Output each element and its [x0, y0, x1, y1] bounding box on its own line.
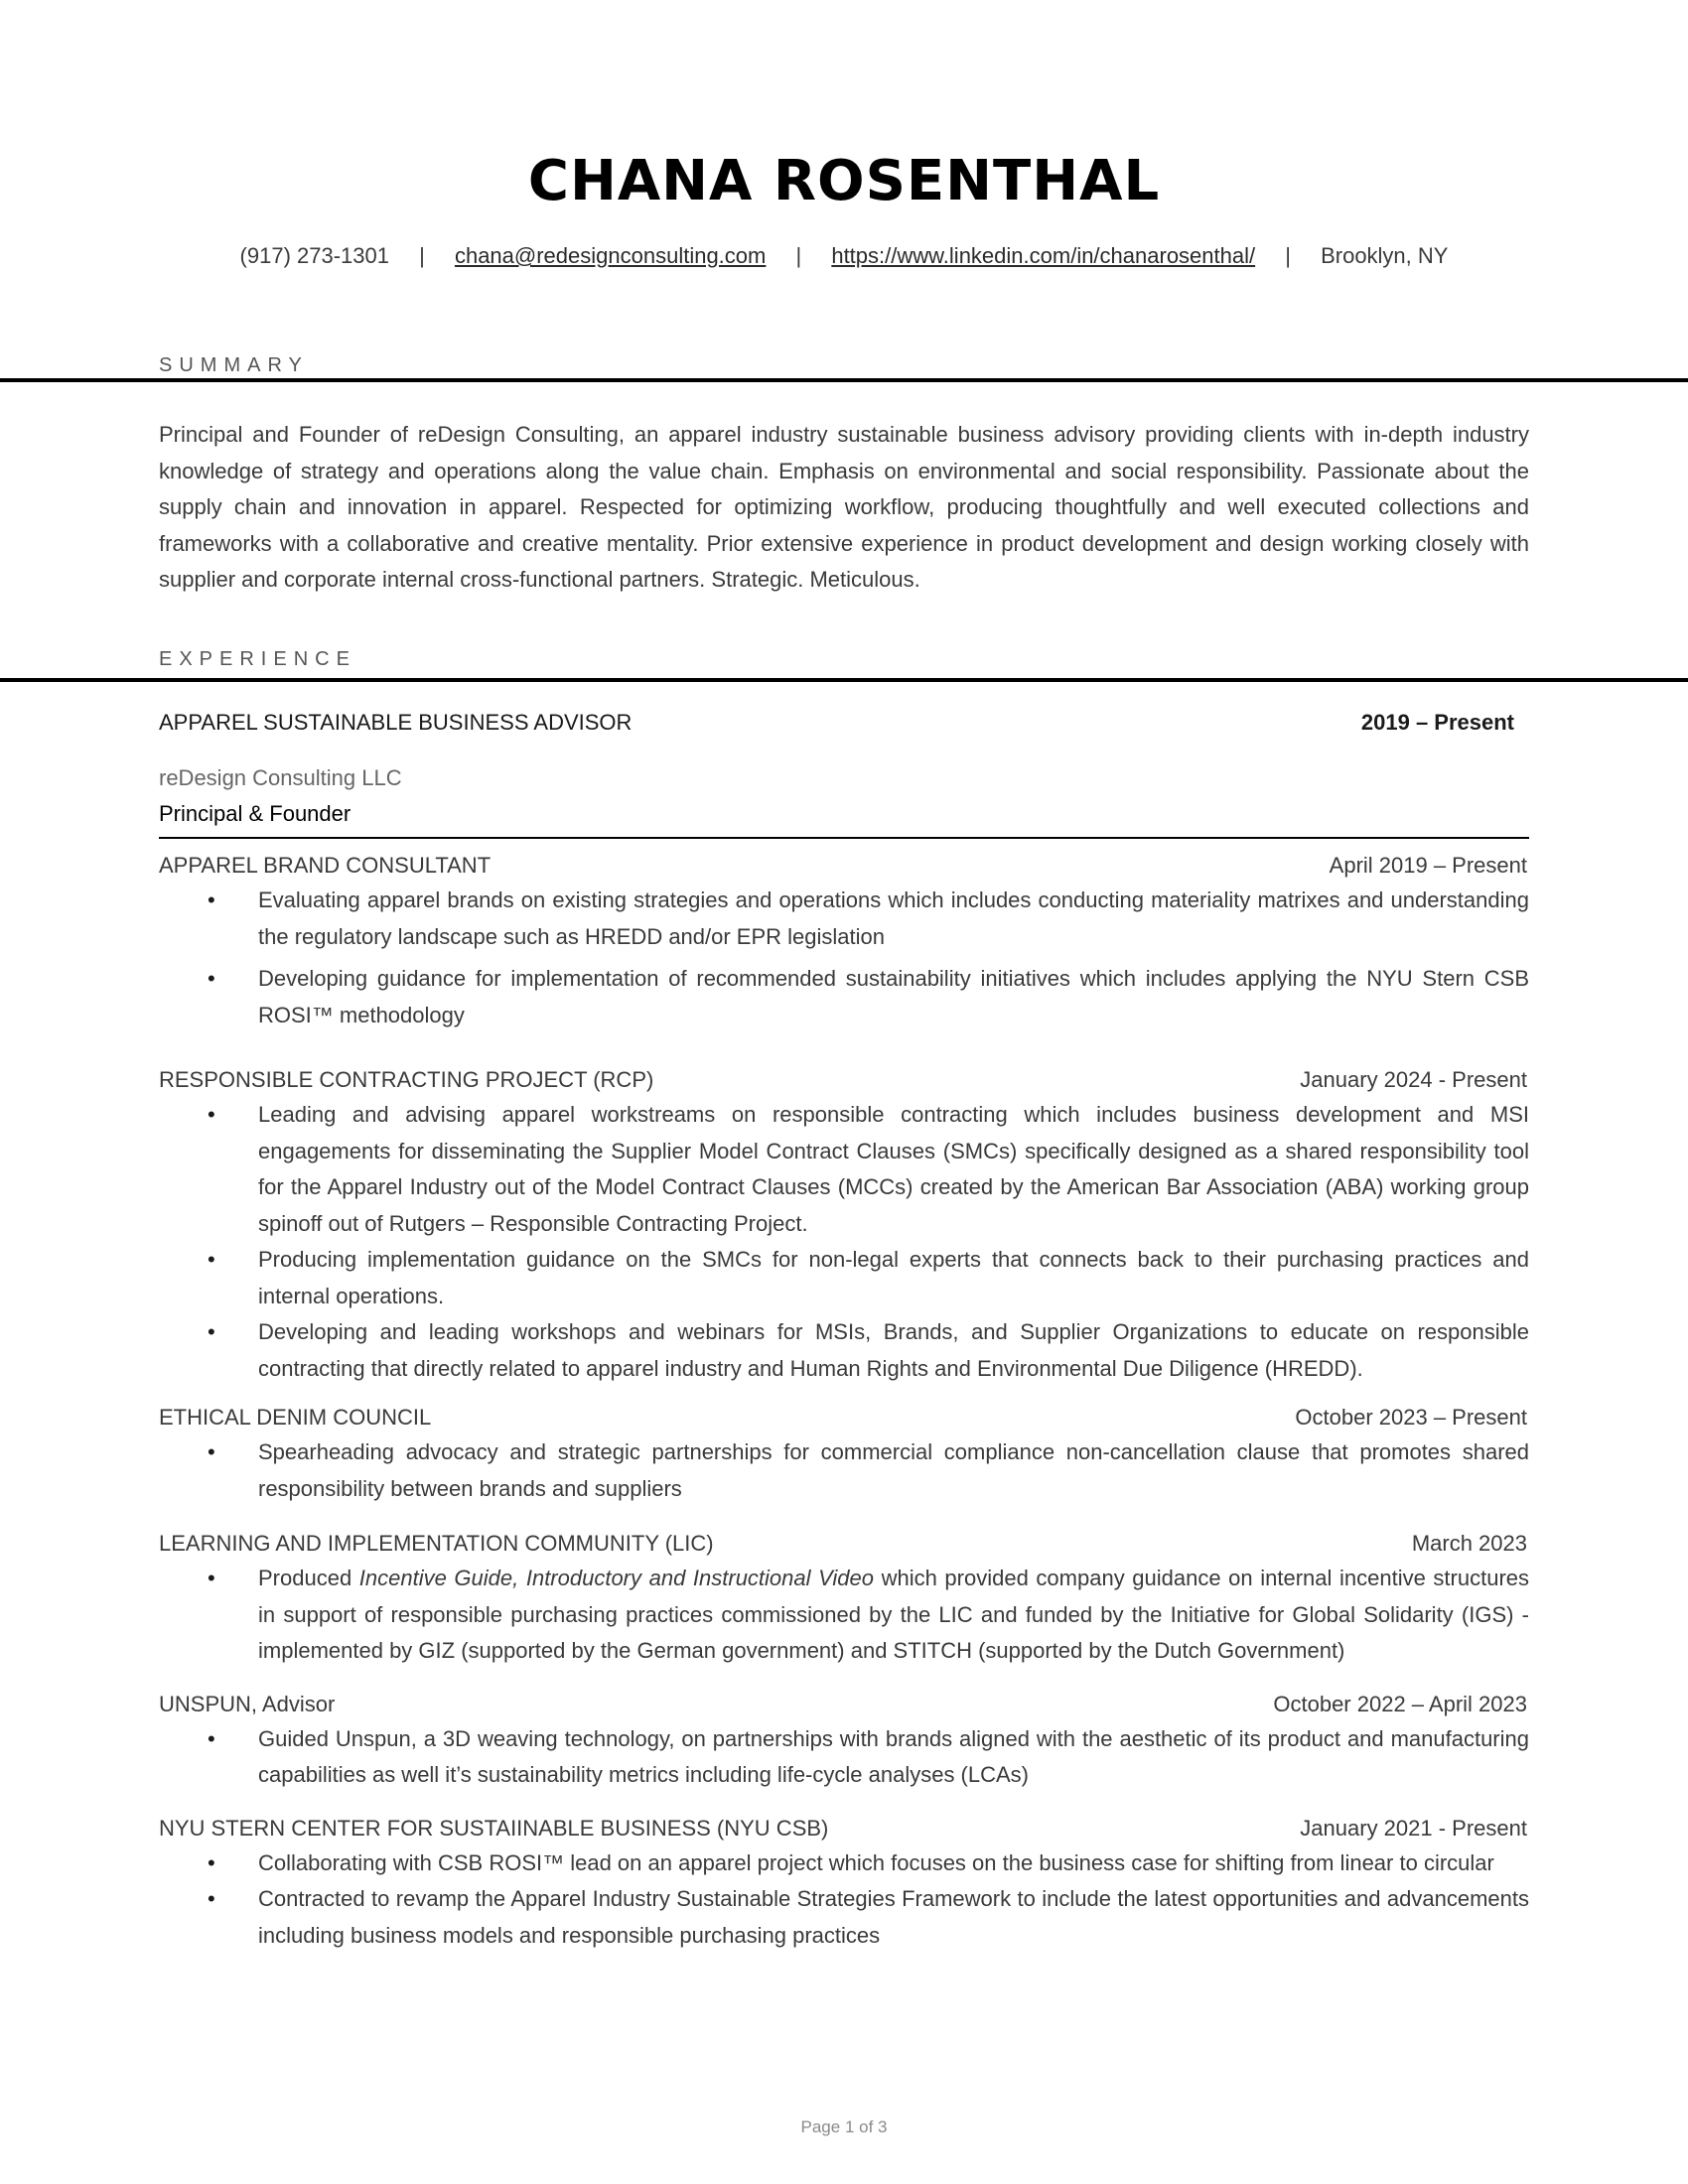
- bullet-item: • Collaborating with CSB ROSI™ lead on an apparel project which focuses on the business case for shifting from linear to circular: [258, 1845, 1529, 1882]
- position-dates: 2019 – Present: [1360, 710, 1514, 735]
- entry-header: [159, 1067, 1529, 1093]
- entry-title: UNSPUN, Advisor: [159, 1691, 336, 1716]
- entry-bullets: [159, 1434, 1529, 1507]
- position-title: APPAREL SUSTAINABLE BUSINESS ADVISOR: [159, 710, 633, 735]
- entry-bullets: [159, 1097, 1529, 1387]
- entry-header: [159, 853, 1529, 879]
- bullet-item: • Spearheading advocacy and strategic partnerships for commercial compliance non-cancellation clause that promotes shared responsibility between brands and suppliers: [258, 1434, 1529, 1507]
- entry-header: [159, 1816, 1529, 1842]
- entry-title: LEARNING AND IMPLEMENTATION COMMUNITY (LIC): [159, 1531, 714, 1556]
- entry-title: RESPONSIBLE CONTRACTING PROJECT (RCP): [159, 1067, 654, 1092]
- contact-line: [0, 243, 1688, 269]
- position-header: [159, 710, 1529, 736]
- entry-title: APPAREL BRAND CONSULTANT: [159, 853, 492, 878]
- bullet-item: • Guided Unspun, a 3D weaving technology, on partnerships with brands aligned with the aesthetic of its product and manufacturing capabilities as well it’s sustainability metrics including life-cycle analyses (LCAs): [258, 1721, 1529, 1794]
- bullet-item: [258, 1561, 1529, 1670]
- entry-dates: January 2021 - Present: [1300, 1815, 1527, 1841]
- bullet-text: which provided company guidance on internal incentive structures in support of responsible purchasing practices commissioned by the LIC and funded by the Initiative for Global Solidarity (IGS) - implemented by GIZ (supported by the German government) and STITCH (supported by the Dutch Government): [258, 1566, 1530, 1663]
- entry-dates: January 2024 - Present: [1300, 1067, 1527, 1092]
- entry-title: NYU STERN CENTER FOR SUSTAIINABLE BUSINESS (NYU CSB): [159, 1815, 829, 1841]
- linkedin-link[interactable]: https://www.linkedin.com/in/chanarosenthal/: [831, 243, 1256, 268]
- entry-dates: October 2023 – Present: [1295, 1405, 1527, 1430]
- bullet-text: Produced: [258, 1566, 359, 1590]
- summary-text: Principal and Founder of reDesign Consulting, an apparel industry sustainable business advisory providing clients with in-depth industry knowledge of strategy and operations along the value chain. Emphasis on environmental and social responsibility. Passionate about the supply chain and innovation in apparel. Respected for optimizing workflow, producing thoughtfully and well executed collections and frameworks with a collaborative and creative mentality. Prior extensive experience in product development and design working closely with supplier and corporate internal cross-functional partners. Strategic. Meticulous.: [159, 422, 1529, 592]
- entry-dates: October 2022 – April 2023: [1273, 1691, 1527, 1716]
- bullet-item: • Producing implementation guidance on the SMCs for non-legal experts that connects back to their purchasing practices and internal operations.: [258, 1242, 1529, 1314]
- entry-header: [159, 1405, 1529, 1431]
- summary-divider: [0, 378, 1688, 382]
- separator: |: [1285, 243, 1291, 268]
- entry-title: ETHICAL DENIM COUNCIL: [159, 1405, 432, 1430]
- experience-entry: [159, 1067, 1529, 1387]
- entry-bullets: [159, 1845, 1529, 1955]
- experience-heading: EXPERIENCE: [159, 648, 356, 670]
- entry-dates: March 2023: [1411, 1531, 1527, 1556]
- summary-heading: SUMMARY: [159, 354, 309, 376]
- experience-section: [159, 710, 1529, 1960]
- experience-entry: [159, 853, 1529, 1033]
- experience-entry: [159, 1405, 1529, 1507]
- entry-header: [159, 1692, 1529, 1717]
- email-link[interactable]: chana@redesignconsulting.com: [454, 243, 767, 268]
- bullet-item: • Leading and advising apparel workstreams on responsible contracting which includes business development and MSI engagements for disseminating the Supplier Model Contract Clauses (SMCs) specifically designed as a shared responsibility tool for the Apparel Industry out of the Model Contract Clauses (MCCs) created by the American Bar Association (ABA) working group spinoff out of Rutgers – Responsible Contracting Project.: [258, 1097, 1529, 1242]
- publication-title: Incentive Guide, Introductory and Instructional Video: [358, 1566, 874, 1590]
- bullet-item: • Developing and leading workshops and webinars for MSIs, Brands, and Supplier Organizations to educate on responsible contracting that directly related to apparel industry and Human Rights and Environmental Due Diligence (HREDD).: [258, 1314, 1529, 1387]
- entry-bullets: [159, 1721, 1529, 1794]
- company-name: reDesign Consulting LLC: [159, 765, 402, 790]
- entry-header: [159, 1531, 1529, 1557]
- bullet-item: • Evaluating apparel brands on existing strategies and operations which includes conducting materiality matrixes and understanding the regulatory landscape such as HREDD and/or EPR legislation: [258, 883, 1529, 955]
- experience-entry: [159, 1816, 1529, 1955]
- experience-entry: [159, 1692, 1529, 1794]
- experience-divider: [0, 678, 1688, 682]
- entry-bullets: [159, 1561, 1529, 1670]
- page-number: Page 1 of 3: [800, 2117, 888, 2136]
- candidate-name: CHANA ROSENTHAL: [527, 149, 1161, 213]
- role-divider: [159, 837, 1529, 839]
- bullet-item: • Contracted to revamp the Apparel Industry Sustainable Strategies Framework to include the latest opportunities and advancements including business models and responsible purchasing practices: [258, 1881, 1529, 1954]
- experience-entry: [159, 1531, 1529, 1670]
- bullet-item: • Developing guidance for implementation of recommended sustainability initiatives which includes applying the NYU Stern CSB ROSI™ methodology: [258, 961, 1529, 1033]
- entry-dates: April 2019 – Present: [1329, 853, 1527, 878]
- role-title: Principal & Founder: [159, 801, 352, 826]
- separator: |: [795, 243, 802, 268]
- phone-number: (917) 273-1301: [239, 243, 389, 268]
- entry-bullets: [159, 883, 1529, 1033]
- separator: |: [419, 243, 425, 268]
- location: Brooklyn, NY: [1321, 243, 1449, 268]
